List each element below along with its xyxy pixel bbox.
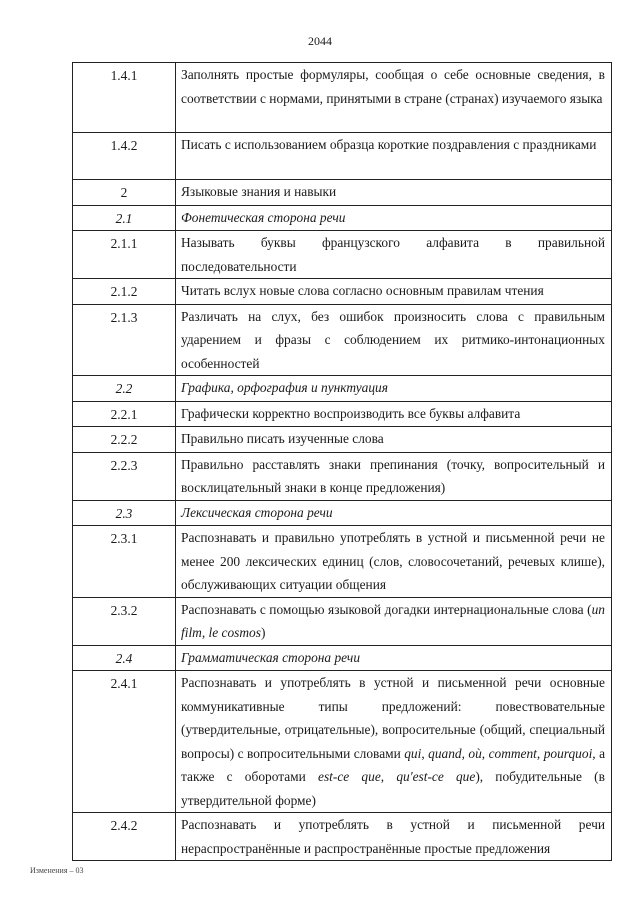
row-text: Языковые знания и навыки	[176, 180, 612, 206]
row-code: 2.1.3	[73, 304, 176, 376]
section-row	[73, 645, 612, 671]
table-row	[73, 279, 612, 305]
table-row	[73, 231, 612, 279]
row-text: Правильно расставлять знаки препинания (точку, вопросительный и восклицательный знаки в конце предложения)	[176, 452, 612, 500]
text-part: ,	[536, 745, 544, 761]
row-text: Правильно писать изученные слова	[176, 427, 612, 453]
row-text	[176, 597, 612, 645]
table-row	[73, 452, 612, 500]
text-part: ,	[481, 745, 489, 761]
row-text: Заполнять простые формуляры, сообщая о себе основные сведения, в соответствии с нормами, принятыми в стране (странах) изучаемого языка	[176, 63, 612, 133]
french-phrase: qu'est-ce que	[396, 769, 476, 784]
section-code: 2.4	[73, 645, 176, 671]
section-code: 2.2	[73, 376, 176, 402]
text-part: ,	[421, 745, 429, 761]
row-text: Распознавать и употреблять в устной и письменной речи нераспространённые и распространённые простые предложения	[176, 813, 612, 861]
section-title: Грамматическая сторона речи	[176, 645, 612, 671]
row-text: Читать вслух новые слова согласно основным правилам чтения	[176, 279, 612, 305]
requirements-table	[72, 62, 612, 861]
section-row	[73, 500, 612, 526]
table-row	[73, 63, 612, 133]
french-word: comment	[488, 745, 537, 761]
french-word: quand	[428, 745, 462, 761]
table-row	[73, 133, 612, 180]
table-row	[73, 401, 612, 427]
text-part: , а также с оборотами	[181, 745, 606, 784]
section-title: Фонетическая сторона речи	[176, 205, 612, 231]
row-code: 2.2.2	[73, 427, 176, 453]
french-phrase: est-ce que	[318, 769, 381, 784]
row-code: 1.4.2	[73, 133, 176, 180]
section-code: 2.3	[73, 500, 176, 526]
table-row	[73, 180, 612, 206]
row-text: Называть буквы французского алфавита в правильной последовательности	[176, 231, 612, 279]
row-text	[176, 671, 612, 813]
row-code: 2.2.1	[73, 401, 176, 427]
table-row	[73, 671, 612, 813]
table-row	[73, 813, 612, 861]
row-code: 2.1.2	[73, 279, 176, 305]
row-code: 2.2.3	[73, 452, 176, 500]
row-code: 2	[73, 180, 176, 206]
section-code: 2.1	[73, 205, 176, 231]
row-text: Писать с использованием образца короткие поздравления с праздниками	[176, 133, 612, 180]
footer-revision: Изменения – 03	[30, 866, 84, 875]
text-part: Распознавать и употреблять в устной и письменной речи основные коммуникативные типы предложений: повествовательные (утвердительные, отрицательные), вопросительные (общий, специальный вопросы) с вопросительными словами	[181, 675, 605, 761]
text-part: ,	[461, 745, 469, 761]
section-row	[73, 376, 612, 402]
row-code: 2.3.2	[73, 597, 176, 645]
section-row	[73, 205, 612, 231]
row-text: Различать на слух, без ошибок произносить слова с правильным ударением и фразы с соблюдением их ритмико-интонационных особенностей	[176, 304, 612, 376]
text-part: ,	[380, 769, 397, 784]
row-text: Графически корректно воспроизводить все буквы алфавита	[176, 401, 612, 427]
french-word: où	[468, 745, 482, 761]
text-part: ), побудительные (в утвердительной форме)	[181, 769, 605, 808]
row-text: Распознавать и правильно употреблять в устной и письменной речи не менее 200 лексических единиц (слов, словосочетаний, речевых клише), обслуживающих ситуации общения	[176, 526, 612, 598]
text-part: )	[260, 625, 266, 640]
section-title: Лексическая сторона речи	[176, 500, 612, 526]
row-code: 2.4.2	[73, 813, 176, 861]
row-code: 1.4.1	[73, 63, 176, 133]
row-code: 2.3.1	[73, 526, 176, 598]
french-example: un film, le cosmos	[181, 601, 605, 640]
row-code: 2.1.1	[73, 231, 176, 279]
table-row	[73, 526, 612, 598]
row-code: 2.4.1	[73, 671, 176, 813]
section-title: Графика, орфография и пунктуация	[176, 376, 612, 402]
text-part: Распознавать с помощью языковой догадки интернациональные слова (	[181, 601, 592, 617]
table-row	[73, 304, 612, 376]
table-row	[73, 597, 612, 645]
page-number: 2044	[308, 34, 332, 48]
french-word: pourquoi	[543, 745, 593, 761]
french-word: qui	[404, 745, 422, 761]
table-row	[73, 427, 612, 453]
